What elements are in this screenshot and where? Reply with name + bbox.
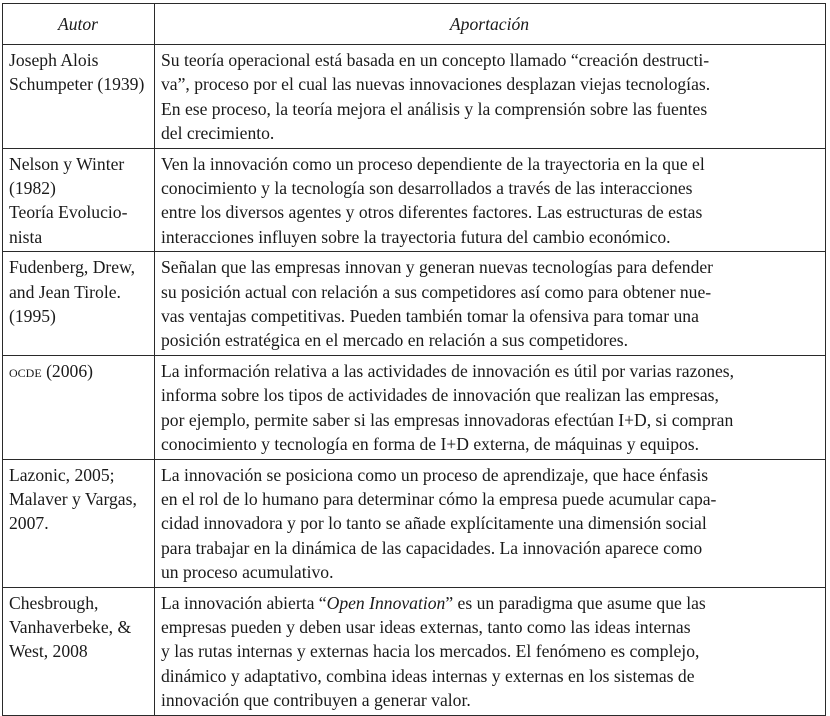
table-row (3, 459, 826, 587)
table-row (3, 587, 826, 715)
aportacion-text: Ven la innovación como un proceso dependiente de la trayectoria en la que el conocimiento y la tecnología son desarrollados a través de las interacciones entre los diversos agentes y otros diferentes factores. Las estructuras de estas interacciones influyen sobre la trayectoria futura del cambio económico. (161, 153, 705, 247)
aportacion-post: ” es un paradigma que asume que las empresas pueden y deben usar ideas externas, tanto como las ideas internas y las rutas internas y externas hacia los mercados. El fenómeno es complejo, dinámico y adaptativo, combina ideas internas y externas en los sistemas de innovación que contribuyen a generar valor. (161, 592, 706, 711)
authors-contributions-table (2, 3, 826, 716)
autor-cell (3, 252, 155, 356)
table-header-row (3, 4, 826, 45)
table-row (3, 355, 826, 459)
autor-text: Fudenberg, Drew, and Jean Tirole. (1995) (9, 257, 136, 327)
table-row (3, 148, 826, 252)
aportacion-emphasis: Open Innovation (326, 592, 446, 613)
aportacion-cell (155, 355, 826, 459)
autor-year: (2006) (41, 360, 93, 381)
aportacion-text: La innovación se posiciona como un proceso de aprendizaje, que hace énfasis en el rol de lo humano para determinar cómo la empresa puede acumular capa- cidad innovadora y por lo tanto se añade explícitamente una dimensión social para trabajar en la dinámica de las capacidades. La innovación aparece como un proceso acumulativo. (161, 464, 717, 583)
autor-cell (3, 148, 155, 252)
autor-cell (3, 459, 155, 587)
aportacion-text: Su teoría operacional está basada en un concepto llamado “creación destructi- va”, proceso por el cual las nuevas innovaciones desplazan viejas tecnologías. En ese proceso, la teoría mejora el análisis y la comprensión sobre las fuentes del crecimiento. (161, 50, 711, 144)
autor-cell (3, 587, 155, 715)
aportacion-cell (155, 587, 826, 715)
autor-text: Chesbrough, Vanhaverbeke, & West, 2008 (9, 592, 132, 662)
aportacion-cell (155, 459, 826, 587)
autor-text: Nelson y Winter (1982) Teoría Evolucio- nista (9, 153, 128, 247)
header-aportacion: Aportación (155, 4, 826, 45)
table-row (3, 45, 826, 149)
aportacion-cell (155, 252, 826, 356)
table-row (3, 252, 826, 356)
aportacion-cell (155, 148, 826, 252)
autor-text: Joseph Alois Schumpeter (1939) (9, 50, 145, 95)
autor-text: Lazonic, 2005; Malaver y Vargas, 2007. (9, 464, 137, 534)
autor-cell (3, 355, 155, 459)
aportacion-text: La información relativa a las actividades de innovación es útil por varias razones, informa sobre los tipos de actividades de innovación que realizan las empresas, por ejemplo, permite saber si las empresas innovadoras efectúan I+D, si compran conocimiento y tecnología en forma de I+D externa, de máquinas y equipos. (161, 360, 735, 455)
aportacion-cell (155, 45, 826, 149)
autor-cell (3, 45, 155, 149)
autor-text (9, 356, 147, 385)
aportacion-text (161, 588, 818, 715)
aportacion-text: Señalan que las empresas innovan y generan nuevas tecnologías para defender su posición actual con relación a sus competidores así como para obtener nue- vas ventajas competitivas. Pueden también tomar la ofensiva para tomar una posición estratégica en el mercado en relación a sus competidores. (161, 257, 714, 351)
header-autor: Autor (3, 4, 155, 45)
autor-org: ocde (9, 360, 42, 381)
aportacion-pre: La innovación abierta “ (161, 592, 327, 613)
